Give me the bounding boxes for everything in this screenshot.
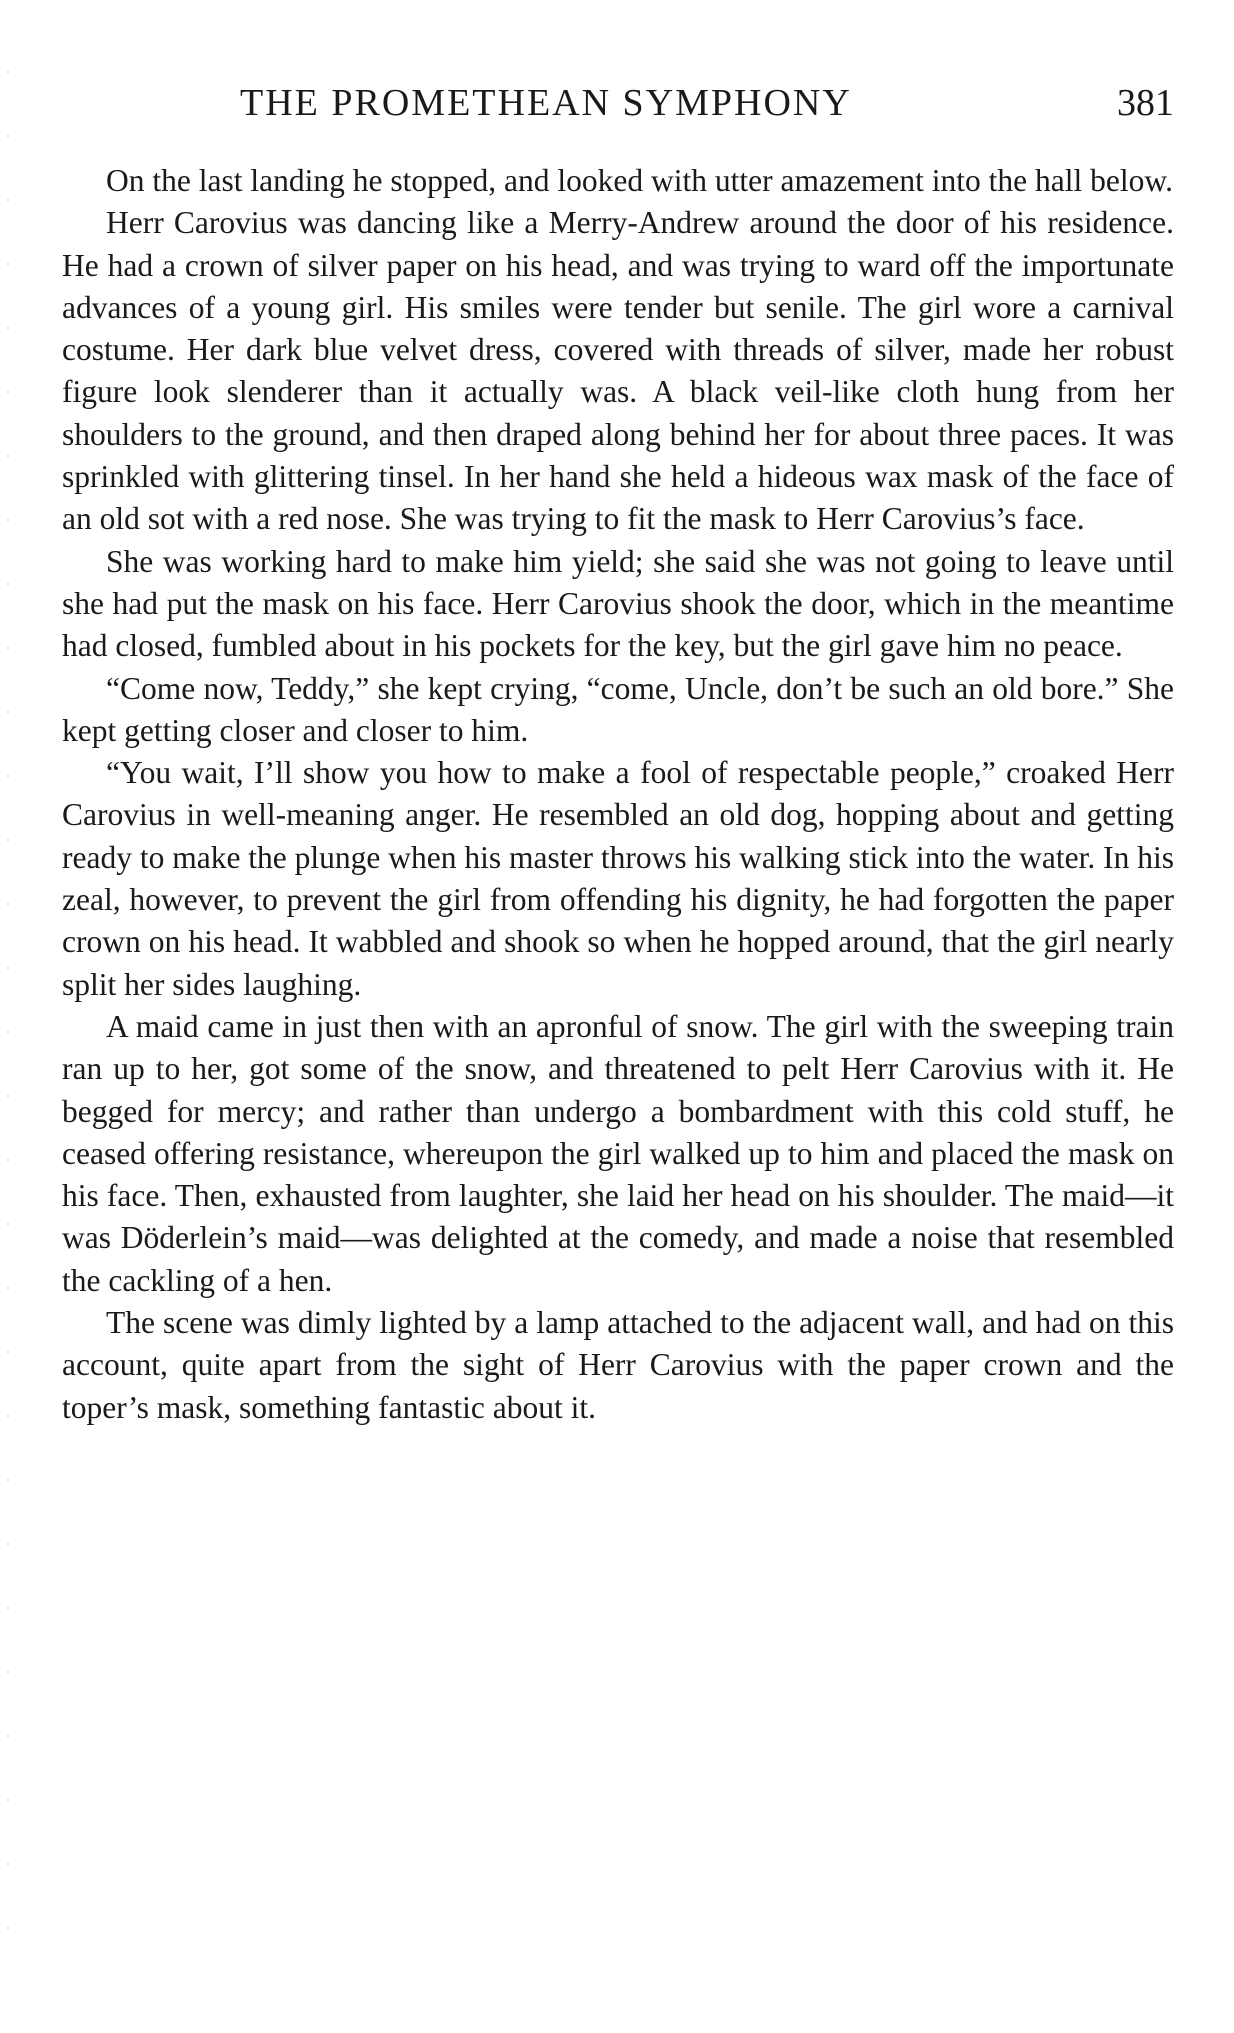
running-head [62,78,1174,128]
body-text [62,160,1174,1429]
page-edge-marks [6,40,10,1940]
paragraph: Herr Carovius was dancing like a Merry-Andrew around the door of his residence. He had a crown of silver paper on his head, and was trying to ward off the importunate advances of a young girl. His smiles were tender but senile. The girl wore a carnival costume. Her dark blue velvet dress, covered with threads of silver, made her robust figure look slenderer than it actually was. A black veil-like cloth hung from her shoulders to the ground, and then draped along behind her for about three paces. It was sprinkled with glittering tinsel. In her hand she held a hideous wax mask of the face of an old sot with a red nose. She was trying to fit the mask to Herr Carovius’s face. [62,205,1174,537]
page-number: 381 [1117,82,1174,124]
paragraph: A maid came in just then with an apronful of snow. The girl with the sweeping train ran up to her, got some of the snow, and threatened to pelt Herr Carovius with it. He begged for mercy; and rather than undergo a bombardment with this cold stuff, he ceased offering resistance, whereupon the girl walked up to him and placed the mask on his face. Then, exhausted from laughter, she laid her head on his shoulder. The maid—it was Döderlein’s maid—was delighted at the comedy, and made a noise that resembled the cackling of a hen. [62,1008,1174,1298]
paragraph: “You wait, I’ll show you how to make a fool of respectable people,” croaked Herr Carovius in well-meaning anger. He resembled an old dog, hopping about and getting ready to make the plunge when his master throws his walking stick into the water. In his zeal, however, to prevent the girl from offending his dignity, he had forgotten the paper crown on his head. It wabbled and shook so when he hopped around, that the girl nearly split her sides laughing. [62,755,1174,1002]
paragraph: She was working hard to make him yield; she said she was not going to leave until she had put the mask on his face. Herr Carovius shook the door, which in the meantime had closed, fumbled about in his pockets for the key, but the girl gave him no peace. [62,543,1174,664]
paragraph: “Come now, Teddy,” she kept crying, “come, Uncle, don’t be such an old bore.” She kept getting closer and closer to him. [62,670,1174,748]
paragraph: On the last landing he stopped, and looked with utter amazement into the hall below. [106,163,1173,198]
paragraph: The scene was dimly lighted by a lamp attached to the adjacent wall, and had on this account, quite apart from the sight of Herr Carovius with the paper crown and the toper’s mask, something fantastic about it. [62,1305,1174,1425]
running-title: THE PROMETHEAN SYMPHONY [240,82,852,124]
